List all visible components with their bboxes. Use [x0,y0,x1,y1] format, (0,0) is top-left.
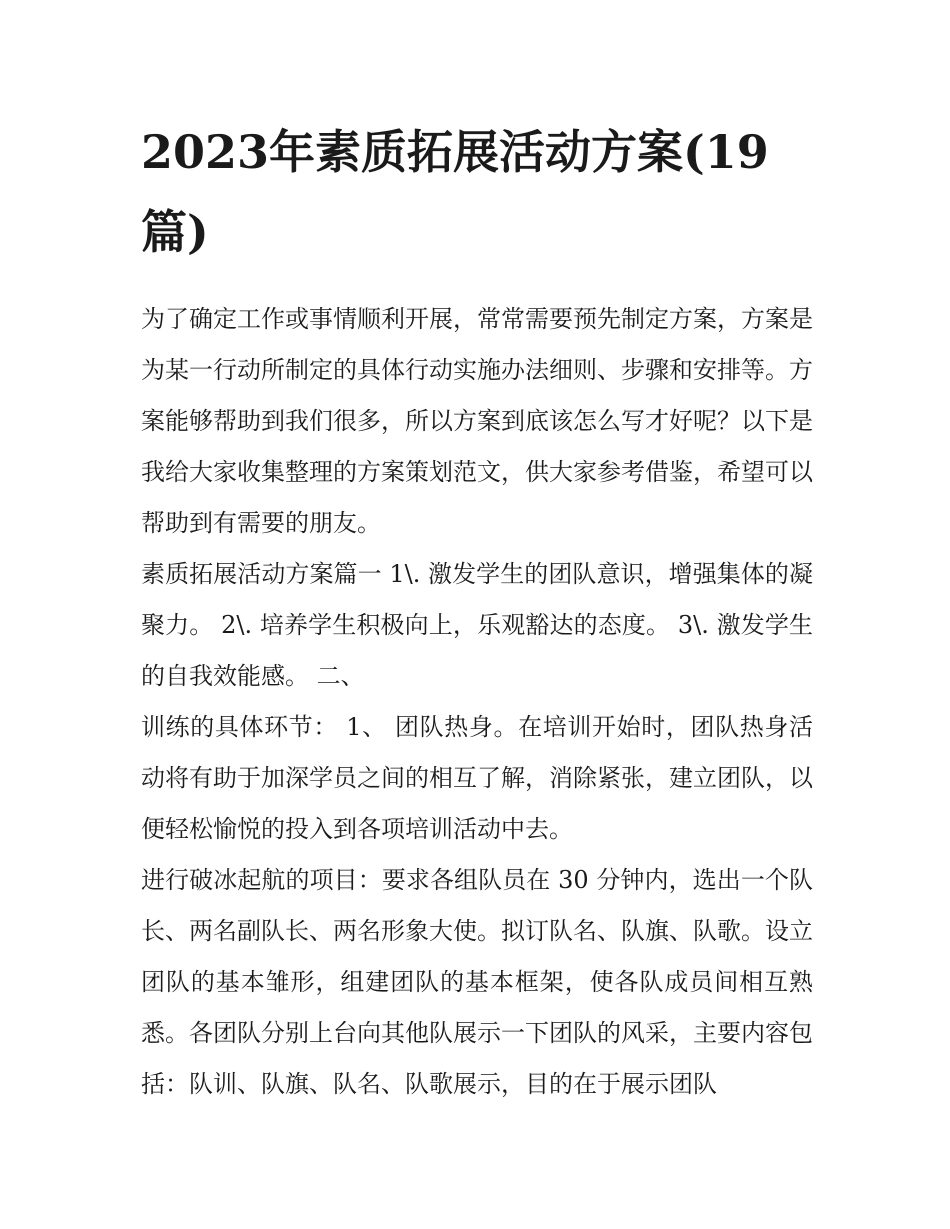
document-title: 2023年素质拓展活动方案(19篇) [141,125,769,259]
paragraph-intro: 为了确定工作或事情顺利开展，常常需要预先制定方案，方案是为某一行动所制定的具体行动实施办法细则、步骤和安排等。方案能够帮助到我们很多，所以方案到底该怎么写才好呢？以下是我给大家收集整理的方案策划范文，供大家参考借鉴，希望可以帮助到有需要的朋友。 [141,305,813,537]
paragraph-training-steps: 训练的具体环节： 1、 团队热身。在培训开始时，团队热身活动将有助于加深学员之间的相互了解，消除紧张，建立团队，以便轻松愉悦的投入到各项培训活动中去。 [141,713,813,843]
paragraph-goals: 素质拓展活动方案篇一 1\. 激发学生的团队意识，增强集体的凝聚力。 2\. 培养学生积极向上，乐观豁达的态度。 3\. 激发学生的自我效能感。 二、 [141,560,813,690]
document-body [141,294,813,1110]
paragraph-icebreaker: 进行破冰起航的项目：要求各组队员在 30 分钟内，选出一个队长、两名副队长、两名形象大使。拟订队名、队旗、队歌。设立团队的基本雏形，组建团队的基本框架，使各队成员间相互熟悉。各团队分别上台向其他队展示一下团队的风采，主要内容包括：队训、队旗、队名、队歌展示，目的在于展示团队 [141,866,813,1098]
document-page [141,112,813,1110]
